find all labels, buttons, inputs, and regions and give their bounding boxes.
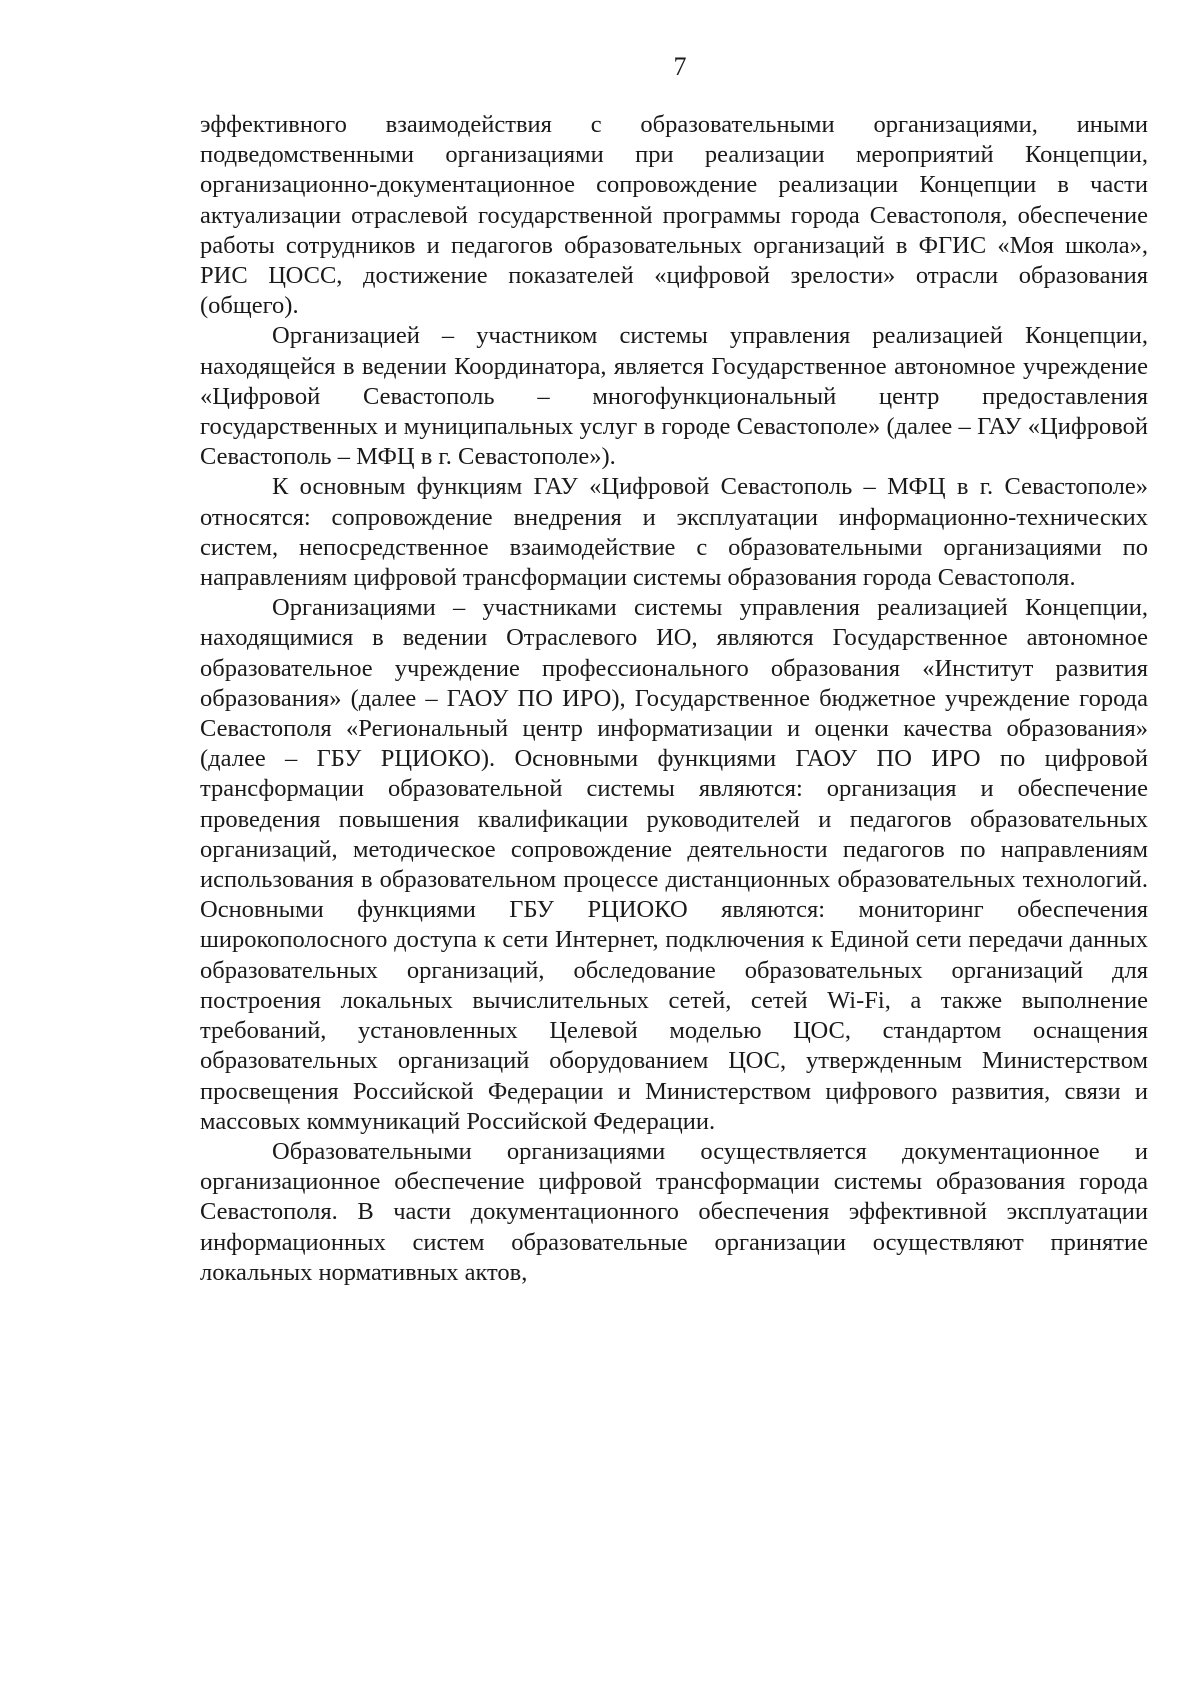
document-body: [200, 110, 1148, 1288]
page-number: 7: [673, 52, 687, 81]
paragraph-educational-organizations: Образовательными организациями осуществляется документационное и организационное обеспечение цифровой трансформации системы образования города Севастополя. В части документационного обеспечения эффективной эксплуатации информационных систем образовательные организации осуществляют принятие локальных нормативных актов,: [200, 1137, 1148, 1286]
paragraph-coordinator-organization: Организацией – участником системы управления реализацией Концепции, находящейся в ведении Координатора, является Государственное автономное учреждение «Цифровой Севастополь – многофункциональный центр предоставления государственных и муниципальных услуг в городе Севастополе» (далее – ГАУ «Цифровой Севастополь – МФЦ в г. Севастополе»).: [200, 322, 1148, 471]
paragraph-continuation: эффективного взаимодействия с образовательными организациями, иными подведомственными организациями при реализации мероприятий Концепции, организационно-документационное сопровождение реализации Концепции в части актуализации отраслевой государственной программы города Севастополя, обеспечение работы сотрудников и педагогов образовательных организаций в ФГИС «Моя школа», РИС ЦОСС, достижение показателей «цифровой зрелости» отрасли образования (общего).: [200, 111, 1148, 320]
paragraph-mfc-functions: К основным функциям ГАУ «Цифровой Севастополь – МФЦ в г. Севастополе» относятся: сопровождение внедрения и эксплуатации информационно-технических систем, непосредственное взаимодействие с образовательными организациями по направлениям цифровой трансформации системы образования города Севастополя.: [200, 473, 1148, 592]
paragraph-sectoral-organizations: Организациями – участниками системы управления реализацией Концепции, находящимися в ведении Отраслевого ИО, являются Государственное автономное образовательное учреждение профессионального образования «Институт развития образования» (далее – ГАОУ ПО ИРО), Государственное бюджетное учреждение города Севастополя «Региональный центр информатизации и оценки качества образования» (далее – ГБУ РЦИОКО). Основными функциями ГАОУ ПО ИРО по цифровой трансформации образовательной системы являются: организация и обеспечение проведения повышения квалификации руководителей и педагогов образовательных организаций, методическое сопровождение деятельности педагогов по направлениям использования в образовательном процессе дистанционных образовательных технологий. Основными функциями ГБУ РЦИОКО являются: мониторинг обеспечения широкополосного доступа к сети Интернет, подключения к Единой сети передачи данных образовательных организаций, обследование образовательных организаций для построения локальных вычислительных сетей, сетей Wi-Fi, а также выполнение требований, установленных Целевой моделью ЦОС, стандартом оснащения образовательных организаций оборудованием ЦОС, утвержденным Министерством просвещения Российской Федерации и Министерством цифрового развития, связи и массовых коммуникаций Российской Федерации.: [200, 594, 1148, 1135]
